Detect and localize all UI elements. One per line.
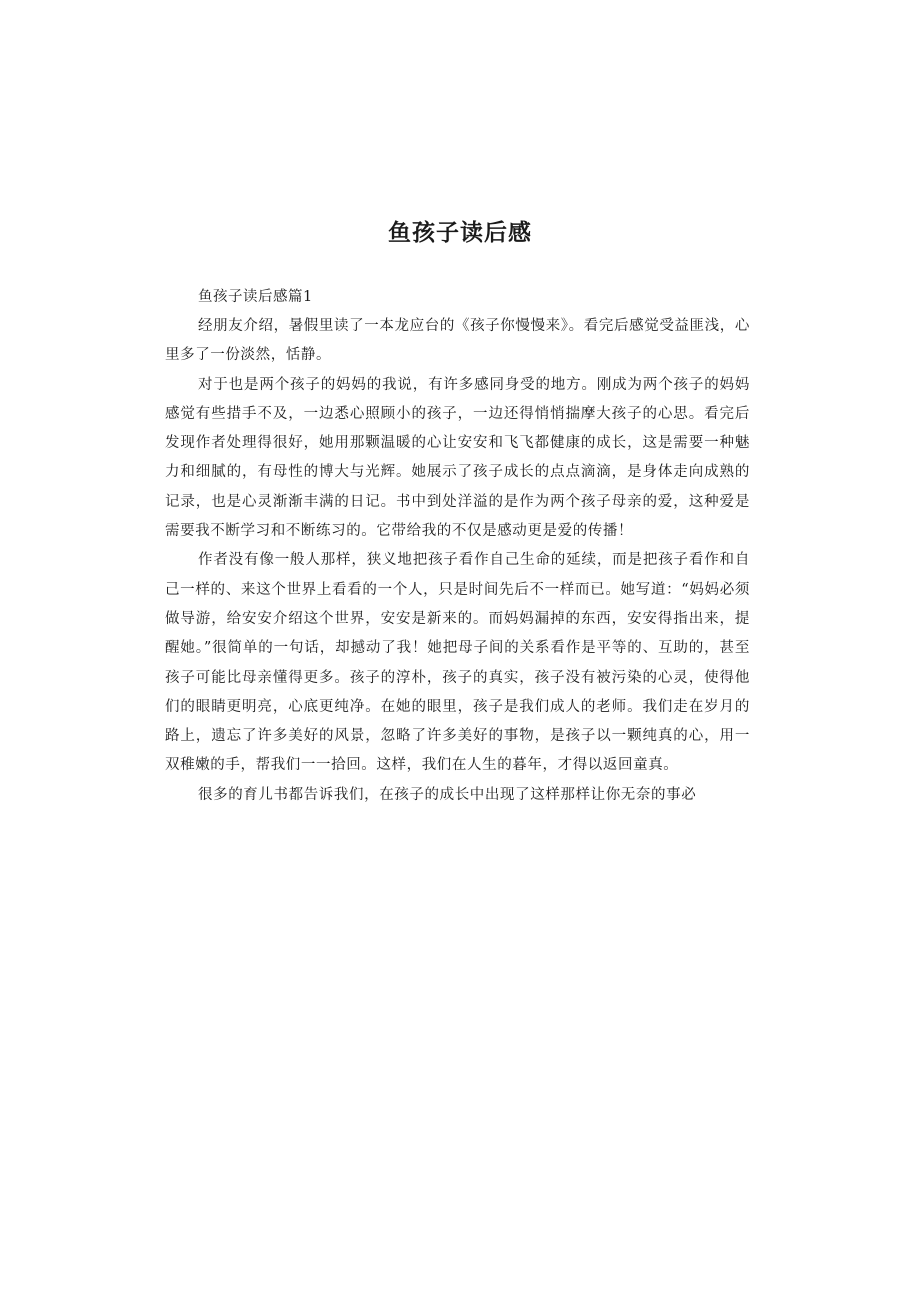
paragraph-3: 作者没有像一般人那样，狭义地把孩子看作自己生命的延续，而是把孩子看作和自己一样的、来这个世界上看看的一个人，只是时间先后不一样而已。她写道：“妈妈必须做导游，给安安介绍这个世界，安安是新来的。而妈妈漏掉的东西，安安得指出来，提醒她。”很简单的一句话，却撼动了我！她把母子间的关系看作是平等的、互助的，甚至孩子可能比母亲懂得更多。孩子的淳朴，孩子的真实，孩子没有被污染的心灵，使得他们的眼睛更明亮，心底更纯净。在她的眼里，孩子是我们成人的老师。我们走在岁月的路上，遗忘了许多美好的风景，忽略了许多美好的事物，是孩子以一颗纯真的心，用一双稚嫩的手，帮我们一一拾回。这样，我们在人生的暮年，才得以返回童真。 bbox=[165, 552, 750, 774]
document-title: 鱼孩子读后感 bbox=[388, 220, 532, 246]
document-body bbox=[165, 283, 750, 810]
paragraph-2: 对于也是两个孩子的妈妈的我说，有许多感同身受的地方。刚成为两个孩子的妈妈感觉有些措手不及，一边悉心照顾小的孩子，一边还得悄悄揣摩大孩子的心思。看完后发现作者处理得很好，她用那颗温暖的心让安安和飞飞都健康的成长，这是需要一种魅力和细腻的，有母性的博大与光辉。她展示了孩子成长的点点滴滴，是身体走向成熟的记录，也是心灵渐渐丰满的日记。书中到处洋溢的是作为两个孩子母亲的爱，这种爱是需要我不断学习和不断练习的。它带给我的不仅是感动更是爱的传播！ bbox=[165, 376, 750, 540]
paragraph-4: 很多的育儿书都告诉我们，在孩子的成长中出现了这样那样让你无奈的事必 bbox=[198, 786, 697, 803]
paragraph-1: 经朋友介绍，暑假里读了一本龙应台的《孩子你慢慢来》。看完后感觉受益匪浅，心里多了一份淡然，恬静。 bbox=[165, 318, 750, 364]
section-heading: 鱼孩子读后感篇1 bbox=[198, 289, 313, 305]
